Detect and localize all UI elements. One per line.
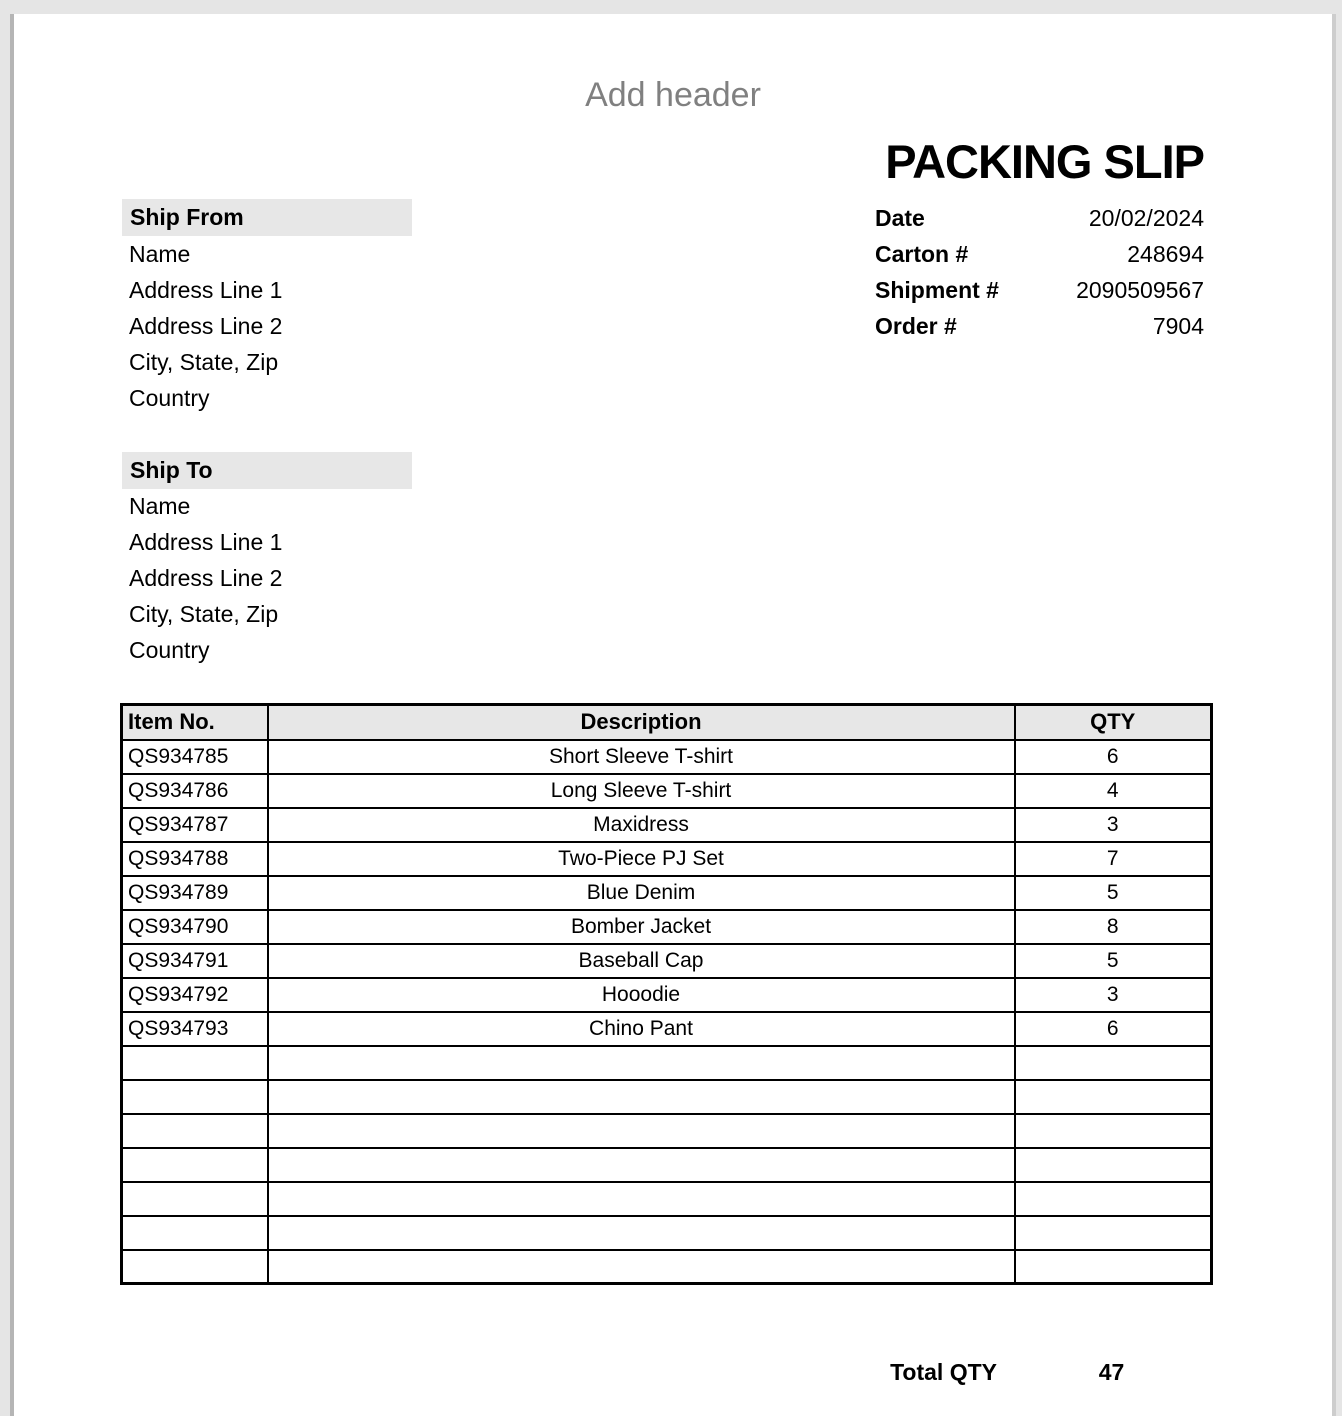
cell-item-no-empty[interactable] [122,1250,268,1284]
date-value[interactable]: 20/02/2024 [1088,204,1204,231]
cell-item-no[interactable]: QS934788 [122,842,268,876]
ship-to-address2[interactable]: Address Line 2 [129,565,283,591]
table-row [122,944,1212,978]
carton-value[interactable]: 248694 [1127,240,1204,267]
table-header-row [122,705,1212,740]
info-row-carton [875,236,1204,272]
ship-from-city[interactable]: City, State, Zip [129,349,279,375]
ship-to-country[interactable]: Country [129,637,210,663]
cell-item-no-empty[interactable] [122,1080,268,1114]
order-value[interactable]: 7904 [1152,312,1204,339]
table-row [122,910,1212,944]
cell-description[interactable]: Chino Pant [268,1012,1015,1046]
cell-item-no[interactable]: QS934792 [122,978,268,1012]
cell-item-no-empty[interactable] [122,1148,268,1182]
cell-description[interactable]: Two-Piece PJ Set [268,842,1015,876]
cell-item-no[interactable]: QS934785 [122,740,268,774]
add-header-placeholder[interactable]: Add header [585,76,761,114]
ship-to-name[interactable]: Name [129,493,191,519]
document-title[interactable]: PACKING SLIP [885,135,1204,188]
cell-item-no-empty[interactable] [122,1216,268,1250]
shipment-value[interactable]: 2090509567 [1076,276,1204,303]
cell-item-no[interactable]: QS934786 [122,774,268,808]
cell-item-no-empty[interactable] [122,1114,268,1148]
cell-item-no-empty[interactable] [122,1182,268,1216]
cell-description[interactable]: Blue Denim [268,876,1015,910]
total-qty-value[interactable]: 47 [1098,1359,1125,1385]
cell-qty[interactable]: 5 [1015,944,1212,978]
order-label[interactable]: Order # [875,312,957,339]
table-row-empty [122,1114,1212,1148]
cell-description-empty[interactable] [268,1216,1015,1250]
cell-qty-empty[interactable] [1015,1114,1212,1148]
table-row [122,740,1212,774]
cell-description-empty[interactable] [268,1046,1015,1080]
cell-description-empty[interactable] [268,1250,1015,1284]
cell-item-no[interactable]: QS934787 [122,808,268,842]
table-row-empty [122,1148,1212,1182]
cell-description-empty[interactable] [268,1148,1015,1182]
table-row-empty [122,1046,1212,1080]
table-row [122,774,1212,808]
cell-qty-empty[interactable] [1015,1080,1212,1114]
document-page [14,14,1332,1416]
ship-from-address1[interactable]: Address Line 1 [129,277,283,303]
col-header-qty[interactable]: QTY [1015,705,1212,740]
items-table [120,703,1213,1285]
cell-qty-empty[interactable] [1015,1182,1212,1216]
info-row-shipment [875,272,1204,308]
cell-qty-empty[interactable] [1015,1046,1212,1080]
cell-description[interactable]: Short Sleeve T-shirt [268,740,1015,774]
cell-qty[interactable]: 6 [1015,1012,1212,1046]
col-header-item-no[interactable]: Item No. [122,705,268,740]
ship-from-address2[interactable]: Address Line 2 [129,313,283,339]
cell-description[interactable]: Hooodie [268,978,1015,1012]
cell-description[interactable]: Maxidress [268,808,1015,842]
cell-description-empty[interactable] [268,1182,1015,1216]
cell-qty[interactable]: 3 [1015,808,1212,842]
table-row-empty [122,1080,1212,1114]
ship-from-name[interactable]: Name [129,241,191,267]
cell-qty[interactable]: 4 [1015,774,1212,808]
total-qty-label[interactable]: Total QTY [890,1359,997,1385]
cell-item-no[interactable]: QS934789 [122,876,268,910]
date-label[interactable]: Date [875,204,925,231]
col-header-description[interactable]: Description [268,705,1015,740]
cell-qty-empty[interactable] [1015,1216,1212,1250]
cell-description-empty[interactable] [268,1114,1015,1148]
cell-qty-empty[interactable] [1015,1250,1212,1284]
cell-item-no[interactable]: QS934791 [122,944,268,978]
cell-description[interactable]: Bomber Jacket [268,910,1015,944]
cell-qty[interactable]: 6 [1015,740,1212,774]
ship-to-city[interactable]: City, State, Zip [129,601,279,627]
ship-to-header[interactable]: Ship To [122,452,412,489]
cell-item-no-empty[interactable] [122,1046,268,1080]
cell-item-no[interactable]: QS934790 [122,910,268,944]
ship-from-country[interactable]: Country [129,385,210,411]
cell-qty[interactable]: 5 [1015,876,1212,910]
table-row [122,978,1212,1012]
cell-description[interactable]: Long Sleeve T-shirt [268,774,1015,808]
shipment-label[interactable]: Shipment # [875,276,999,303]
ship-to-address1[interactable]: Address Line 1 [129,529,283,555]
cell-item-no[interactable]: QS934793 [122,1012,268,1046]
table-row [122,808,1212,842]
cell-qty-empty[interactable] [1015,1148,1212,1182]
info-row-date [875,200,1204,236]
table-row-empty [122,1250,1212,1284]
cell-qty[interactable]: 8 [1015,910,1212,944]
table-row [122,1012,1212,1046]
cell-description[interactable]: Baseball Cap [268,944,1015,978]
table-row [122,876,1212,910]
info-row-order [875,308,1204,344]
cell-description-empty[interactable] [268,1080,1015,1114]
table-row-empty [122,1182,1212,1216]
cell-qty[interactable]: 7 [1015,842,1212,876]
table-row [122,842,1212,876]
cell-qty[interactable]: 3 [1015,978,1212,1012]
page-edge-right [1332,14,1336,1416]
carton-label[interactable]: Carton # [875,240,969,267]
ship-from-header[interactable]: Ship From [122,199,412,236]
table-row-empty [122,1216,1212,1250]
